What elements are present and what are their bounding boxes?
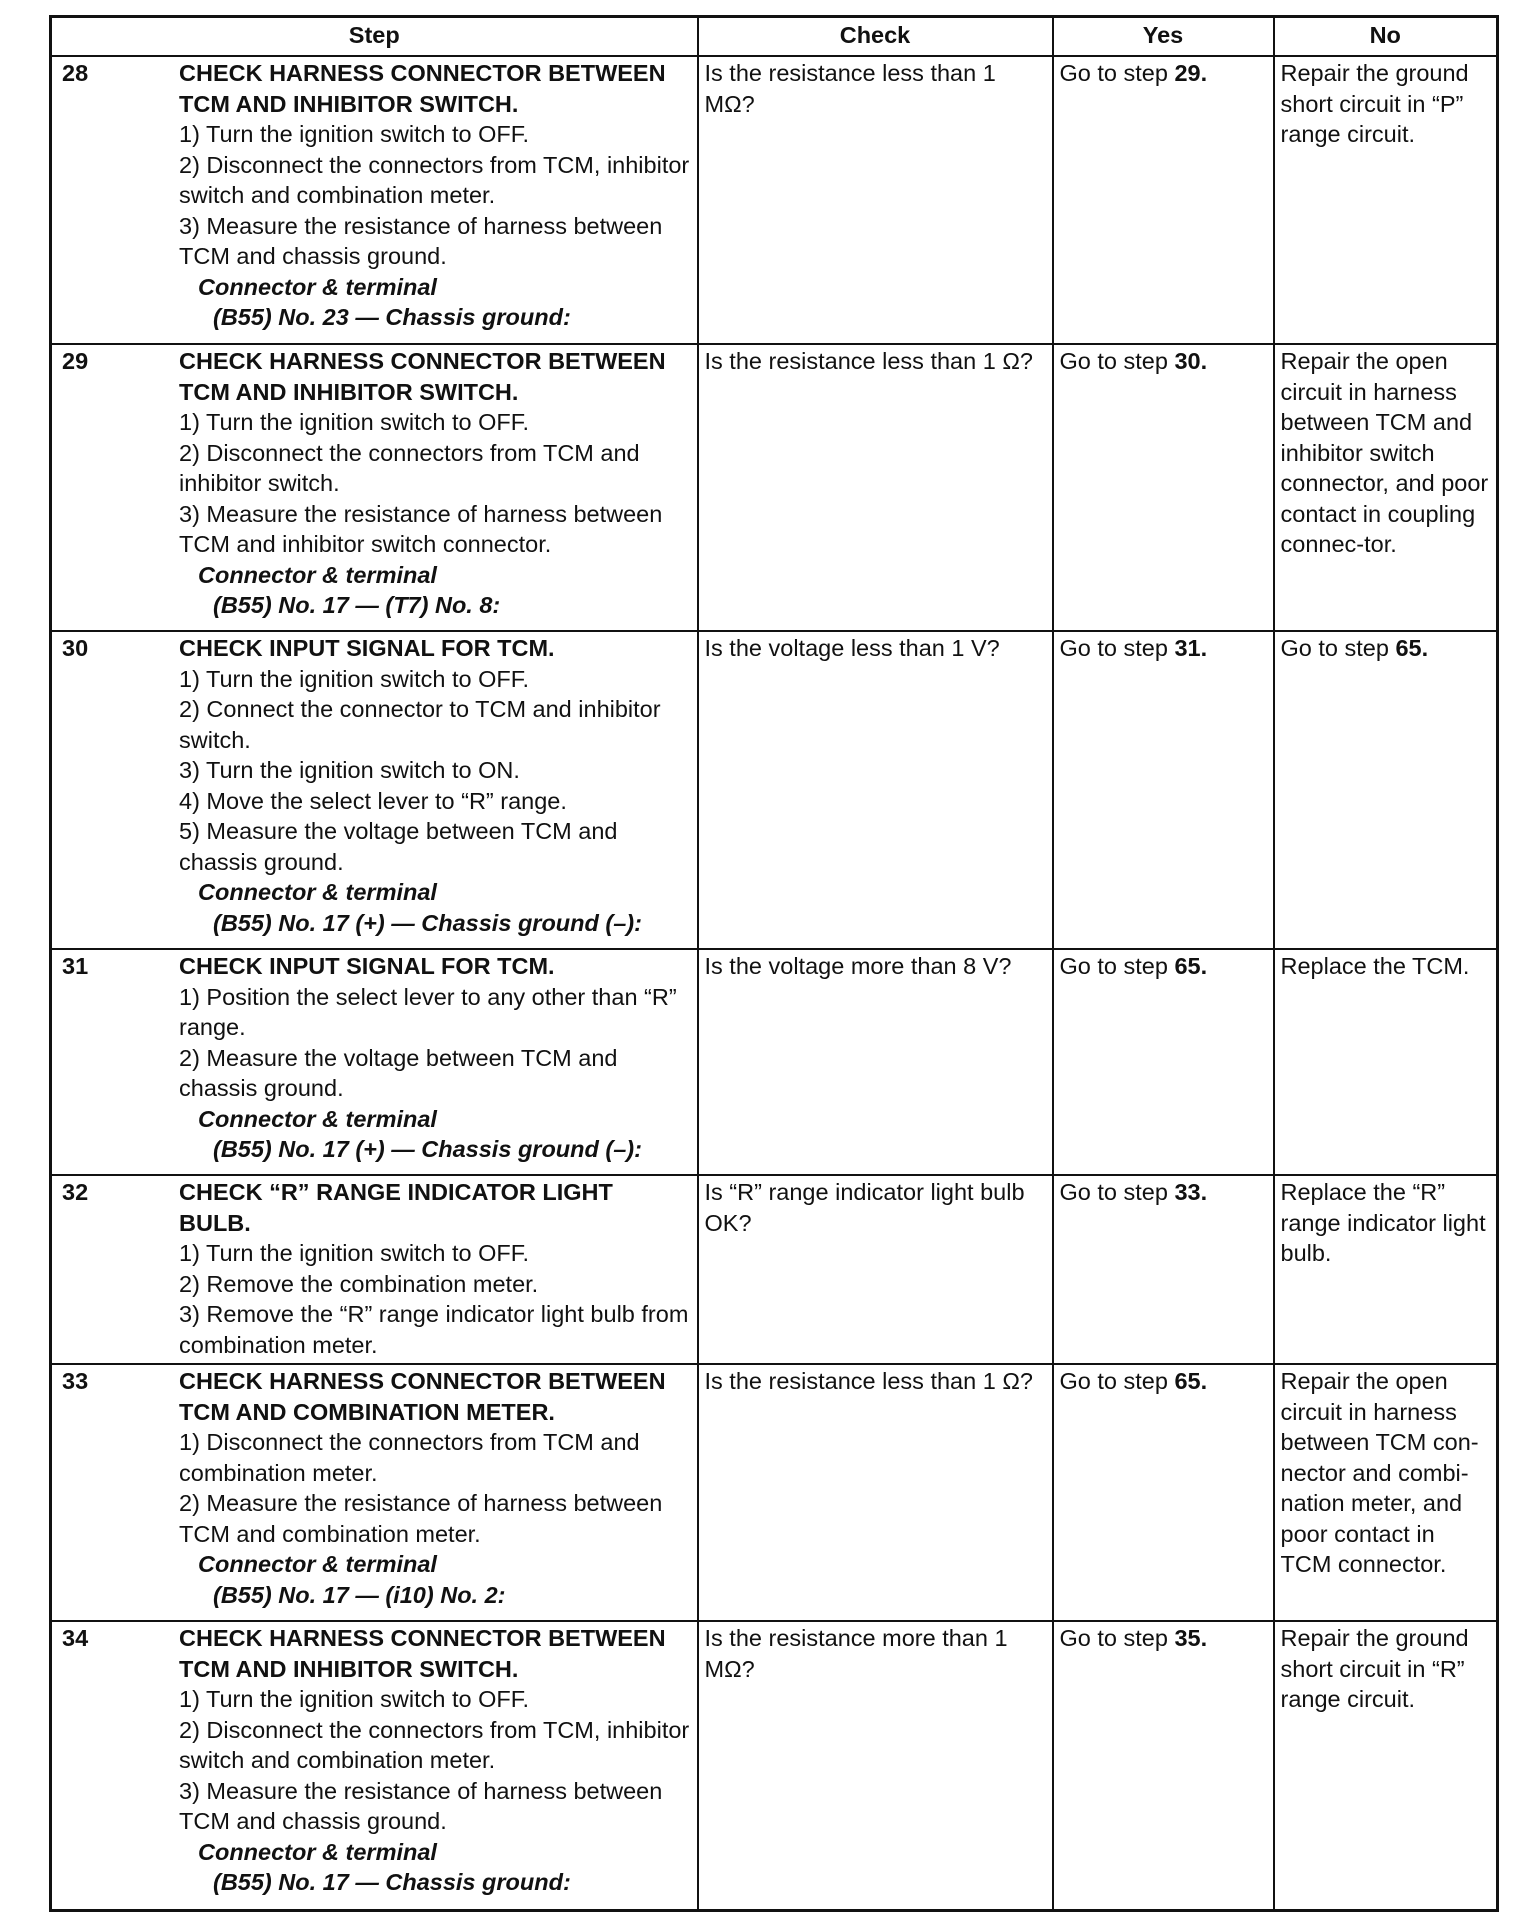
yes-step-number: 33.	[1174, 1179, 1208, 1205]
check-cell: Is the resistance less than 1 MΩ?	[698, 56, 1053, 344]
yes-cell	[1053, 1621, 1274, 1910]
step-instruction: 3) Measure the resistance of harness between TCM and chassis ground.	[179, 1777, 663, 1834]
yes-cell	[1053, 631, 1274, 949]
step-number: 30	[62, 635, 89, 661]
header-step: Step	[51, 17, 698, 57]
yes-prefix: Go to step	[1059, 1625, 1175, 1651]
step-title: CHECK HARNESS CONNECTOR BETWEEN TCM AND INHIBITOR SWITCH.	[179, 60, 666, 117]
yes-prefix: Go to step	[1059, 348, 1175, 374]
step-cell	[51, 1364, 698, 1621]
yes-prefix: Go to step	[1059, 953, 1175, 979]
no-step-number: 65.	[1395, 635, 1429, 661]
table-row	[51, 56, 1498, 344]
connector-value: (B55) No. 17 — (T7) No. 8:	[213, 592, 501, 618]
connector-label: Connector & terminal	[198, 561, 437, 588]
check-cell: Is the resistance less than 1 Ω?	[698, 1364, 1053, 1621]
step-instruction: 1) Position the select lever to any other than “R” range.	[179, 983, 677, 1040]
connector-label: Connector & terminal	[198, 1838, 437, 1865]
diagnostic-table	[49, 15, 1499, 1912]
table-row	[51, 344, 1498, 631]
step-instruction: 1) Disconnect the connectors from TCM and combination meter.	[179, 1429, 640, 1486]
step-title: CHECK “R” RANGE INDICATOR LIGHT BULB.	[179, 1179, 613, 1236]
step-instruction: 4) Move the select lever to “R” range.	[179, 787, 567, 814]
check-cell: Is the voltage less than 1 V?	[698, 631, 1053, 949]
no-cell: Replace the “R” range indicator light bulb.	[1274, 1175, 1498, 1364]
step-instruction: 2) Measure the voltage between TCM and chassis ground.	[179, 1044, 618, 1101]
step-instruction: 2) Remove the combination meter.	[179, 1270, 539, 1297]
connector-value: (B55) No. 17 (+) — Chassis ground (–):	[213, 909, 642, 936]
no-cell: Repair the ground short circuit in “R” range circuit.	[1274, 1621, 1498, 1910]
connector-label: Connector & terminal	[198, 879, 437, 905]
yes-prefix: Go to step	[1059, 60, 1175, 86]
no-cell	[1274, 631, 1498, 949]
step-cell	[51, 1175, 698, 1364]
table-row	[51, 1175, 1498, 1364]
no-prefix: Go to step	[1280, 635, 1396, 661]
step-instruction: 1) Turn the ignition switch to OFF.	[179, 665, 530, 692]
step-title: CHECK HARNESS CONNECTOR BETWEEN TCM AND INHIBITOR SWITCH.	[179, 348, 666, 405]
check-cell: Is the voltage more than 8 V?	[698, 949, 1053, 1175]
yes-prefix: Go to step	[1059, 1368, 1175, 1394]
no-cell: Replace the TCM.	[1274, 949, 1498, 1175]
connector-label: Connector & terminal	[198, 1105, 437, 1132]
check-cell: Is “R” range indicator light bulb OK?	[698, 1175, 1053, 1364]
yes-cell	[1053, 949, 1274, 1175]
step-title: CHECK HARNESS CONNECTOR BETWEEN TCM AND COMBINATION METER.	[179, 1368, 666, 1425]
step-title: CHECK HARNESS CONNECTOR BETWEEN TCM AND INHIBITOR SWITCH.	[179, 1625, 666, 1682]
step-number: 31	[62, 953, 89, 979]
yes-cell	[1053, 56, 1274, 344]
yes-step-number: 65.	[1174, 953, 1208, 979]
check-cell: Is the resistance less than 1 Ω?	[698, 344, 1053, 631]
step-number: 32	[62, 1179, 89, 1205]
yes-step-number: 65.	[1174, 1368, 1208, 1394]
no-cell: Repair the open circuit in harness between TCM con-nector and combi-nation meter, and poor contact in TCM connector.	[1274, 1364, 1498, 1621]
step-number: 33	[62, 1368, 89, 1394]
connector-label: Connector & terminal	[198, 1551, 437, 1577]
step-number: 29	[62, 348, 89, 374]
step-instruction: 1) Turn the ignition switch to OFF.	[179, 1686, 530, 1712]
step-instruction: 3) Remove the “R” range indicator light bulb from combination meter.	[179, 1301, 689, 1358]
yes-step-number: 31.	[1174, 635, 1208, 661]
no-cell: Repair the open circuit in harness between TCM and inhibitor switch connector, and poor contact in coupling connec-tor.	[1274, 344, 1498, 631]
yes-step-number: 30.	[1174, 348, 1208, 374]
yes-cell	[1053, 1364, 1274, 1621]
step-instruction: 2) Disconnect the connectors from TCM and inhibitor switch.	[179, 439, 640, 496]
connector-value: (B55) No. 17 (+) — Chassis ground (–):	[213, 1136, 642, 1162]
step-instruction: 1) Turn the ignition switch to OFF.	[179, 121, 530, 147]
step-instruction: 2) Measure the resistance of harness between TCM and combination meter.	[179, 1490, 663, 1547]
yes-cell	[1053, 1175, 1274, 1364]
header-no: No	[1274, 17, 1498, 57]
step-cell	[51, 1621, 698, 1910]
step-cell	[51, 56, 698, 344]
yes-prefix: Go to step	[1059, 635, 1175, 661]
header-check: Check	[698, 17, 1053, 57]
table-row	[51, 631, 1498, 949]
table-row	[51, 1621, 1498, 1910]
step-title: CHECK INPUT SIGNAL FOR TCM.	[179, 635, 555, 661]
step-instruction: 2) Connect the connector to TCM and inhibitor switch.	[179, 696, 661, 753]
yes-cell	[1053, 344, 1274, 631]
step-instruction: 1) Turn the ignition switch to OFF.	[179, 409, 530, 435]
no-cell: Repair the ground short circuit in “P” range circuit.	[1274, 56, 1498, 344]
step-instruction: 1) Turn the ignition switch to OFF.	[179, 1240, 530, 1266]
connector-value: (B55) No. 17 — (i10) No. 2:	[213, 1581, 506, 1608]
step-instruction: 2) Disconnect the connectors from TCM, inhibitor switch and combination meter.	[179, 151, 690, 208]
step-cell	[51, 631, 698, 949]
step-instruction: 2) Disconnect the connectors from TCM, inhibitor switch and combination meter.	[179, 1716, 690, 1773]
table-header-row	[51, 17, 1498, 57]
yes-step-number: 29.	[1174, 60, 1208, 86]
step-number: 34	[62, 1625, 89, 1651]
step-cell	[51, 344, 698, 631]
step-instruction: 3) Measure the resistance of harness between TCM and chassis ground.	[179, 212, 663, 269]
connector-value: (B55) No. 23 — Chassis ground:	[213, 304, 571, 330]
step-instruction: 3) Measure the resistance of harness between TCM and inhibitor switch connector.	[179, 500, 663, 557]
table-row	[51, 949, 1498, 1175]
header-yes: Yes	[1053, 17, 1274, 57]
yes-step-number: 35.	[1174, 1625, 1208, 1651]
check-cell: Is the resistance more than 1 MΩ?	[698, 1621, 1053, 1910]
step-cell	[51, 949, 698, 1175]
step-title: CHECK INPUT SIGNAL FOR TCM.	[179, 953, 555, 979]
connector-label: Connector & terminal	[198, 273, 437, 300]
step-instruction: 3) Turn the ignition switch to ON.	[179, 757, 520, 783]
step-number: 28	[62, 60, 89, 86]
step-instruction: 5) Measure the voltage between TCM and chassis ground.	[179, 818, 618, 875]
connector-value: (B55) No. 17 — Chassis ground:	[213, 1869, 571, 1895]
yes-prefix: Go to step	[1059, 1179, 1175, 1205]
table-body	[51, 56, 1498, 1910]
table-row	[51, 1364, 1498, 1621]
